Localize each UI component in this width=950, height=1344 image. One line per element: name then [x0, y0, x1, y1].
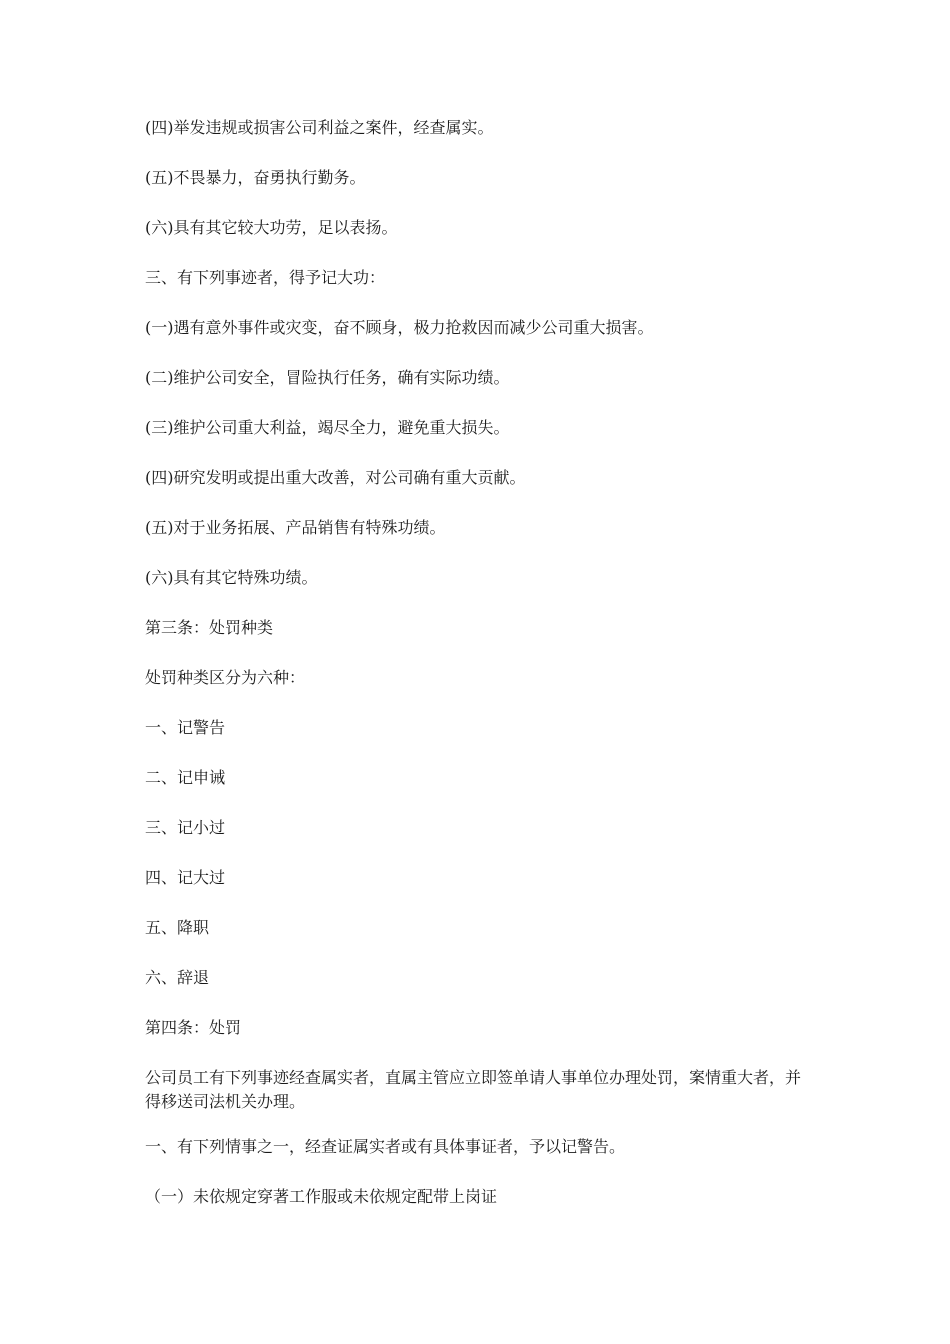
paragraph: (六)具有其它较大功劳，足以表扬。 [145, 218, 398, 237]
paragraph: 处罚种类区分为六种： [145, 668, 306, 687]
paragraph: (六)具有其它特殊功绩。 [145, 568, 318, 587]
document-body [145, 116, 815, 1235]
paragraph: (三)维护公司重大利益，竭尽全力，避免重大损失。 [145, 418, 510, 437]
list-item: 一、记警告 [145, 718, 226, 737]
paragraph: 公司员工有下列事迹经查属实者，直属主管应立即签单请人事单位办理处罚，案情重大者，并得移送司法机关办理。 [145, 1068, 802, 1111]
article-heading: 第四条：处罚 [145, 1018, 242, 1037]
list-item: 二、记申诫 [145, 768, 226, 787]
article-heading: 第三条：处罚种类 [145, 618, 274, 637]
section-heading: 三、有下列事迹者，得予记大功： [145, 268, 386, 287]
paragraph: (四)举发违规或损害公司利益之案件，经查属实。 [145, 118, 494, 137]
paragraph: （一）未依规定穿著工作服或未依规定配带上岗证 [145, 1187, 498, 1207]
paragraph: (一)遇有意外事件或灾变，奋不顾身，极力抢救因而减少公司重大损害。 [145, 318, 654, 337]
list-item: 三、记小过 [145, 818, 226, 837]
paragraph: (五)对于业务拓展、产品销售有特殊功绩。 [145, 518, 446, 537]
section-heading: 一、有下列情事之一，经查证属实者或有具体事证者，予以记警告。 [145, 1137, 626, 1157]
paragraph: (五)不畏暴力，奋勇执行勤务。 [145, 168, 366, 187]
list-item: 六、辞退 [145, 968, 210, 987]
paragraph: (二)维护公司安全，冒险执行任务，确有实际功绩。 [145, 368, 510, 387]
list-item: 四、记大过 [145, 868, 226, 887]
list-item: 五、降职 [145, 918, 210, 937]
paragraph: (四)研究发明或提出重大改善，对公司确有重大贡献。 [145, 468, 526, 487]
